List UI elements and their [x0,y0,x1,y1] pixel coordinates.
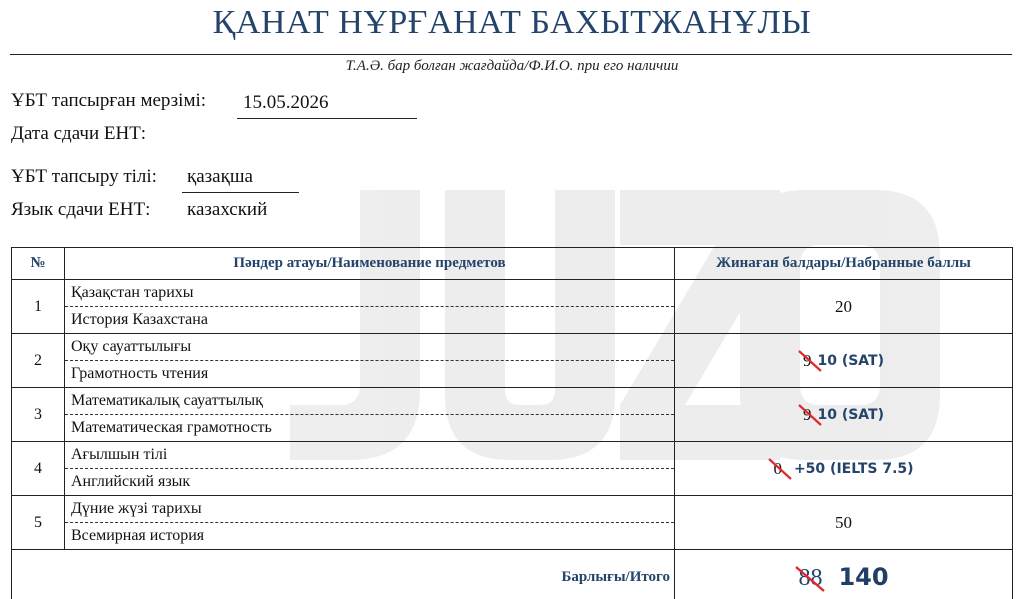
exam-date-underline [237,118,417,119]
subject-name-ru: Математическая грамотность [71,418,272,436]
exam-lang-underline [182,192,299,193]
subject-name-kk: Дүние жүзі тарихы [65,496,674,523]
name-caption: Т.А.Ә. бар болған жағдайда/Ф.И.О. при его наличии [345,58,679,74]
subject-name-ru: Английский язык [71,472,191,490]
subject-name-kk: Оқу сауаттылығы [65,334,674,361]
exam-lang-value-kk: қазақша [187,166,253,187]
score-old: 9 [803,405,812,425]
row-num: 3 [12,388,65,442]
exam-lang-value-ru: казахский [187,199,268,220]
row-subject [65,280,675,334]
subject-name-ru: История Казахстана [71,310,208,328]
strike-mark-icon [767,457,793,481]
row-num: 1 [12,280,65,334]
header-score: Жинаған балдары/Набранные баллы [675,248,1013,280]
grades-table [11,247,1013,599]
score-old: 9 [803,351,812,371]
table-row [12,280,1013,334]
subject-name-ru: Всемирная история [71,526,205,544]
score-new: 10 (SAT) [817,406,885,423]
score-old: 0 [773,459,782,479]
student-full-name: ҚАНАТ НҰРҒАНАТ БАХЫТЖАНҰЛЫ [212,4,812,41]
strike-mark-icon [797,403,823,427]
subject-name-kk: Математикалық сауаттылық [65,388,674,415]
total-label: Барлығы/Итого [12,550,675,599]
total-new: 140 [838,562,889,591]
name-underline [10,54,1012,55]
table-row [12,334,1013,388]
score-new: +50 (IELTS 7.5) [793,460,914,477]
table-row [12,496,1013,550]
row-score: 20 [675,280,1013,334]
total-row [12,550,1013,599]
row-subject [65,496,675,550]
row-num: 2 [12,334,65,388]
row-subject [65,334,675,388]
exam-date-value: 15.05.2026 [243,92,329,113]
row-num: 5 [12,496,65,550]
row-subject [65,388,675,442]
subject-name-kk: Ағылшын тілі [65,442,674,469]
row-subject [65,442,675,496]
score-new: 10 (SAT) [817,352,885,369]
header-subject: Пәндер атауы/Наименование предметов [65,248,675,280]
exam-date-label-ru: Дата сдачи ЕНТ: [11,123,147,144]
table-row [12,388,1013,442]
exam-lang-label-ru: Язык сдачи ЕНТ: [11,199,151,220]
row-score: 50 [675,496,1013,550]
subject-name-kk: Қазақстан тарихы [65,280,674,307]
exam-date-label-kk: ҰБТ тапсырған мерзімі: [11,90,207,111]
total-old: 88 [798,565,828,591]
strike-mark-icon [794,565,826,593]
table-row [12,442,1013,496]
row-score [675,388,1013,442]
strike-mark-icon [797,349,823,373]
subject-name-ru: Грамотность чтения [71,364,209,382]
row-score [675,334,1013,388]
total-value [675,550,1013,599]
exam-lang-label-kk: ҰБТ тапсыру тілі: [11,166,157,187]
row-score [675,442,1013,496]
header-num: № [12,248,65,280]
row-num: 4 [12,442,65,496]
table-header-row [12,248,1013,280]
